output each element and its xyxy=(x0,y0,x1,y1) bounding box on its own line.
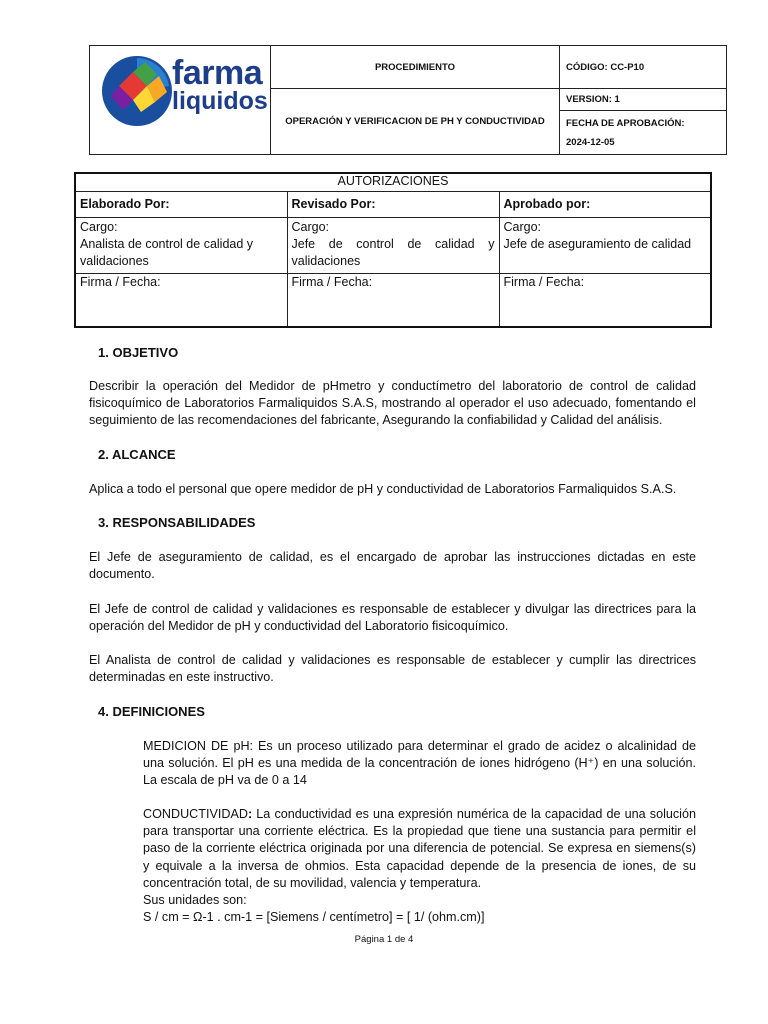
revisado-firma: Firma / Fecha: xyxy=(287,273,499,327)
cargo-label: Cargo: xyxy=(291,219,330,234)
conductividad-colon: : xyxy=(247,807,253,821)
authorizations-title: AUTORIZACIONES xyxy=(75,173,711,191)
responsabilidades-p3: El Analista de control de calidad y validaciones es responsable de establecer y cumplir las directrices determinadas en este instructivo. xyxy=(89,653,696,685)
logo-word-farma: farma xyxy=(172,53,263,92)
section-heading-objetivo: 1. OBJETIVO xyxy=(98,345,179,360)
aprobado-heading: Aprobado por: xyxy=(499,191,711,217)
doc-version: VERSION: 1 xyxy=(560,89,727,111)
doc-code: CÓDIGO: CC-P10 xyxy=(560,46,727,89)
authorizations-table xyxy=(74,172,712,328)
logo-word-liquidos: liquidos xyxy=(172,86,268,115)
approval-date-cell xyxy=(560,111,727,155)
responsabilidades-p2: El Jefe de control de calidad y validaciones es responsable de establecer y divulgar las directrices para la operación del Medidor de pH y conductividad del Laboratorio fisicoquímico. xyxy=(89,602,696,634)
definicion-ph: MEDICION DE pH: Es un proceso utilizado para determinar el grado de acidez o alcalinidad de una solución. El pH es una medida de la concentración de iones hidrógeno (H⁺) en una solución. La escala de pH va de 0 a 14 xyxy=(143,739,696,788)
cargo-label: Cargo: xyxy=(503,219,542,234)
document-header-table xyxy=(89,45,727,155)
doc-type: PROCEDIMIENTO xyxy=(271,46,560,89)
elaborado-firma: Firma / Fecha: xyxy=(75,273,287,327)
section-heading-alcance: 2. ALCANCE xyxy=(98,447,176,462)
revisado-heading: Revisado Por: xyxy=(287,191,499,217)
section-heading-definiciones: 4. DEFINICIONES xyxy=(98,704,205,719)
conductividad-text: La conductividad es una expresión numérica de la capacidad de una solución para transportar una corriente eléctrica. Es la propiedad que tiene una sustancia para permitir el paso de la corriente eléctrica originada por una diferencia de potencial. Se expresa en siemens(s) y equivale a la inversa de ohmios. Esta capacidad depende de la presencia de iones, de su concentración total, de su movilidad, valencia y temperatura. xyxy=(143,807,696,890)
revisado-cargo xyxy=(287,217,499,273)
cargo-line: Jefe de control de calidad y xyxy=(291,236,495,251)
aprobado-cargo xyxy=(499,217,711,273)
logo-mark-icon xyxy=(101,52,173,130)
elaborado-heading: Elaborado Por: xyxy=(75,191,287,217)
responsabilidades-p1: El Jefe de aseguramiento de calidad, es el encargado de aprobar las instrucciones dictadas en este documento. xyxy=(89,550,696,582)
objetivo-text: Describir la operación del Medidor de pHmetro y conductímetro del laboratorio de control de calidad fisicoquímico de Laboratorios Farmaliquidos S.A.S, mostrando al operador el uso adecuado, fomentando el seguimiento de las recomendaciones del fabricante, Asegurando la confiabilidad y Calidad del análisis. xyxy=(89,379,696,428)
elaborado-cargo xyxy=(75,217,287,273)
alcance-text: Aplica a todo el personal que opere medidor de pH y conductividad de Laboratorios Farmaliquidos S.A.S. xyxy=(89,482,677,496)
section-heading-responsabilidades: 3. RESPONSABILIDADES xyxy=(98,515,256,530)
cargo-line: validaciones xyxy=(291,253,361,268)
approval-date: 2024-12-05 xyxy=(566,136,615,148)
definicion-conductividad xyxy=(143,806,696,892)
cargo-line: Jefe de aseguramiento de calidad xyxy=(503,236,692,251)
conductividad-term: CONDUCTIVIDAD xyxy=(143,807,248,821)
units-label: Sus unidades son: xyxy=(143,893,247,907)
approval-label: FECHA DE APROBACIÓN: xyxy=(566,117,685,129)
doc-title: OPERACIÓN Y VERIFICACION DE PH Y CONDUCTIVIDAD xyxy=(271,89,560,155)
aprobado-firma: Firma / Fecha: xyxy=(499,273,711,327)
company-logo xyxy=(90,47,270,154)
page-number: Página 1 de 4 xyxy=(354,934,414,945)
cargo-label: Cargo: xyxy=(80,219,118,234)
units-formula: S / cm = Ω-1 . cm-1 = [Siemens / centímetro] = [ 1/ (ohm.cm)] xyxy=(143,910,485,924)
cargo-line: validaciones xyxy=(80,253,149,268)
logo-cell xyxy=(90,46,271,155)
cargo-line: Analista de control de calidad y xyxy=(80,236,254,251)
